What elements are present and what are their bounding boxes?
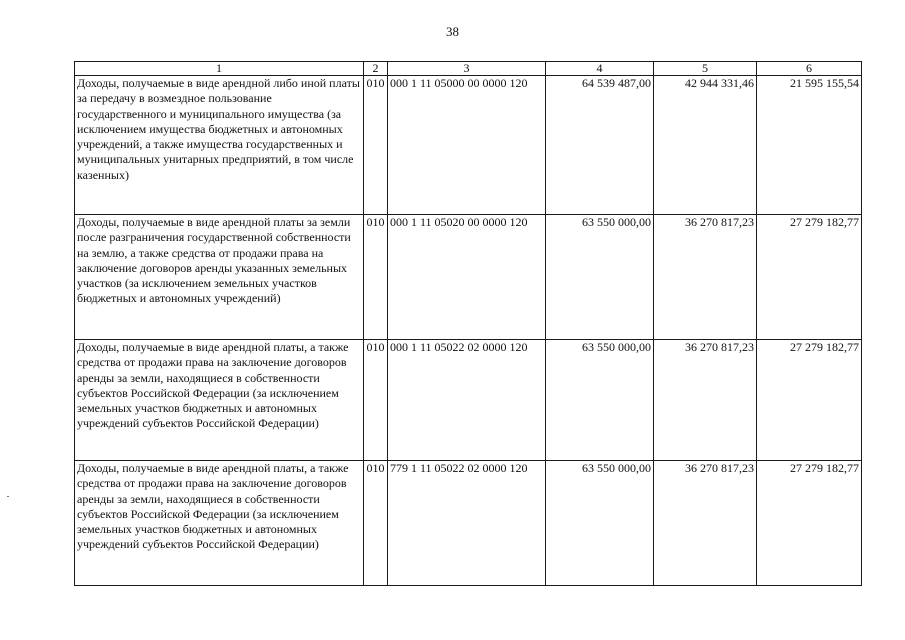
table-row (75, 215, 862, 340)
row-col-5: 36 270 817,23 (654, 215, 757, 340)
row-col-6: 21 595 155,54 (757, 76, 862, 215)
row-code-admin: 010 (364, 76, 388, 215)
row-budget-code: 000 1 11 05000 00 0000 120 (388, 76, 546, 215)
row-col-4: 64 539 487,00 (546, 76, 654, 215)
row-code-admin: 010 (364, 461, 388, 586)
header-col-3: 3 (388, 62, 546, 76)
row-name: Доходы, получаемые в виде арендной платы за земли после разграничения государственной собственности на землю, а также средства от продажи права на заключение договоров аренды указанных земельных участков (за исключением земельных участков бюджетных и автономных учреждений) (75, 215, 364, 340)
row-col-5: 36 270 817,23 (654, 340, 757, 461)
header-col-2: 2 (364, 62, 388, 76)
row-name: Доходы, получаемые в виде арендной платы, а также средства от продажи права на заключение договоров аренды за земли, находящиеся в собственности субъектов Российской Федерации (за исключением земельных участков бюджетных и автономных учреждений субъектов Российской Федерации) (75, 340, 364, 461)
header-col-4: 4 (546, 62, 654, 76)
row-col-6: 27 279 182,77 (757, 461, 862, 586)
table-row (75, 76, 862, 215)
row-budget-code: 000 1 11 05022 02 0000 120 (388, 340, 546, 461)
row-col-4: 63 550 000,00 (546, 215, 654, 340)
row-budget-code: 000 1 11 05020 00 0000 120 (388, 215, 546, 340)
row-col-4: 63 550 000,00 (546, 461, 654, 586)
table-header-row (75, 62, 862, 76)
row-col-6: 27 279 182,77 (757, 340, 862, 461)
row-name: Доходы, получаемые в виде арендной либо иной платы за передачу в возмездное пользование государственного и муниципального имущества (за исключением имущества бюджетных и автономных учреждений, а также имущества государственных и муниципальных унитарных предприятий, в том числе казенных) (75, 76, 364, 215)
row-col-4: 63 550 000,00 (546, 340, 654, 461)
row-col-5: 36 270 817,23 (654, 461, 757, 586)
row-code-admin: 010 (364, 215, 388, 340)
row-code-admin: 010 (364, 340, 388, 461)
row-col-5: 42 944 331,46 (654, 76, 757, 215)
page-number: 38 (446, 24, 459, 39)
header-col-5: 5 (654, 62, 757, 76)
table-row (75, 340, 862, 461)
scan-speck (7, 496, 9, 497)
row-budget-code: 779 1 11 05022 02 0000 120 (388, 461, 546, 586)
header-col-6: 6 (757, 62, 862, 76)
table-row (75, 461, 862, 586)
header-col-1: 1 (75, 62, 364, 76)
row-col-6: 27 279 182,77 (757, 215, 862, 340)
revenue-table (74, 61, 862, 586)
row-name: Доходы, получаемые в виде арендной платы, а также средства от продажи права на заключение договоров аренды за земли, находящиеся в собственности субъектов Российской Федерации (за исключением земельных участков бюджетных и автономных учреждений субъектов Российской Федерации) (75, 461, 364, 586)
